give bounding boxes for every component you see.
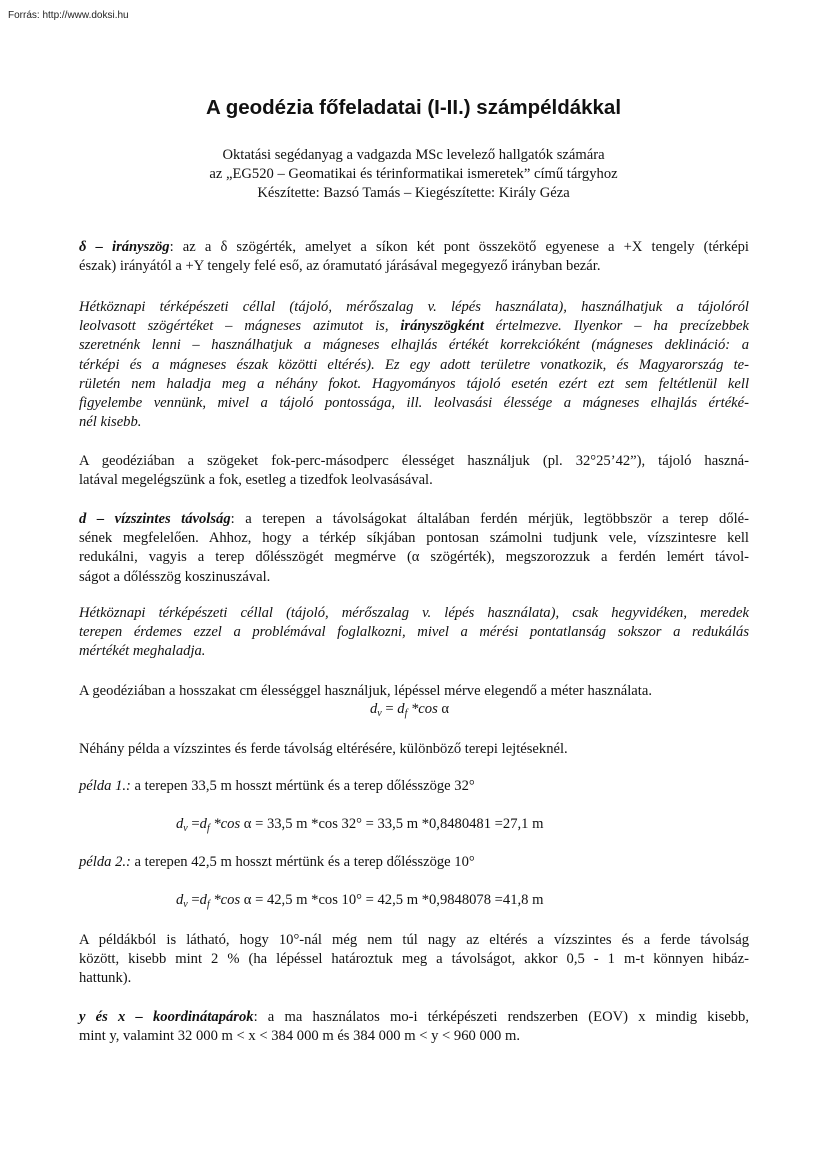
- paragraph-line: térképi és a mágneses észak közötti eltérés). Ez egy adott területre vonatkozik, és Magyarország te-: [79, 356, 749, 373]
- paragraph-line: Hétköznapi térképészeti céllal (tájoló, mérőszalag v. lépés használata), csak hegyvidéken, meredek: [79, 605, 749, 621]
- text: : a terepen a távolságokat általában ferdén mérjük, legtöbbször a terep dőlé-: [230, 511, 749, 527]
- paragraph-terrain-note: [79, 604, 749, 662]
- formula-symbol: d: [199, 816, 207, 832]
- paragraph-line: [79, 1008, 749, 1027]
- formula-symbol: d: [176, 892, 184, 908]
- formula-subscript: f: [206, 899, 210, 910]
- term-horizontal-distance: d – vízszintes távolság: [79, 511, 231, 527]
- text: a terepen 33,5 m hosszt mértünk és a terep dőlésszöge 32°: [130, 778, 475, 794]
- paragraph-line: sének megfelelően. Ahhoz, hogy a térkép síkjában pontosan számolni tudjunk vele, vízszintesre kell: [79, 530, 749, 547]
- formula-example-1: [176, 816, 543, 833]
- formula-text: *cos: [209, 892, 244, 908]
- paragraph-length-precision: [79, 682, 749, 701]
- formula-text: *cos: [209, 816, 244, 832]
- formula-symbol: d: [397, 701, 405, 717]
- paragraph-examples-intro: [79, 740, 749, 759]
- subtitle-block: [0, 146, 827, 203]
- paragraph-line: A példákból is látható, hogy 10°-nál még nem túl nagy az eltérés a vízszintes és a ferde távolság: [79, 932, 749, 948]
- formula-subscript: v: [377, 708, 382, 719]
- text: értelmezve. Ilyenkor – ha precízebbek: [483, 318, 750, 335]
- paragraph-line: észak) irányától a +Y tengely felé eső, az óramutató járásával megegyező irányban bezár.: [79, 258, 601, 275]
- formula-symbol: d: [176, 816, 184, 832]
- paragraph-line: ságot a dőlésszög koszinuszával.: [79, 568, 271, 585]
- paragraph-angle-precision: [79, 452, 749, 490]
- paragraph-horizontal-distance: [79, 510, 749, 587]
- paragraph-conclusion: [79, 931, 749, 989]
- example-2: [79, 853, 749, 872]
- paragraph-line: nél kisebb.: [79, 414, 142, 431]
- paragraph-magnetic-note: [79, 298, 749, 432]
- formula-text: =: [381, 701, 398, 717]
- paragraph-line: között, kisebb mint 2 % (ha lépéssel határoztuk meg a távolságot, akkor 0,5 - 1 m-t könnyen hibáz-: [79, 951, 749, 968]
- subtitle-line: az „EG520 – Geomatikai és térinformatikai ismeretek” című tárgyhoz: [209, 166, 618, 182]
- paragraph-line: [79, 317, 749, 336]
- formula-subscript: f: [206, 823, 210, 834]
- paragraph-line: [79, 777, 749, 796]
- subtitle-line: Oktatási segédanyag a vadgazda MSc levelező hallgatók számára: [222, 147, 605, 163]
- subtitle-line: Készítette: Bazsó Tamás – Kiegészítette: Király Géza: [257, 185, 570, 201]
- paragraph-line: Néhány példa a vízszintes és ferde távolság eltérésére, különböző terepi lejtéseknél.: [79, 741, 568, 757]
- paragraph-line: A geodéziában a hosszakat cm élességgel használjuk, lépéssel mérve elegendő a méter használata.: [79, 683, 652, 699]
- paragraph-line: figyelembe vennünk, mivel a tájoló pontossága, ill. leolvasási élessége a mágneses elhajlás értéké-: [79, 395, 749, 412]
- bold-term: irányszögként: [400, 318, 484, 335]
- paragraph-line: [79, 853, 749, 872]
- formula-main: [370, 701, 449, 718]
- paragraph-line: redukálni, vagyis a terep dőlésszögét megmérve (α szögérték), megszorozzuk a ferdén lemért távol-: [79, 549, 749, 566]
- formula-text: =: [187, 892, 200, 908]
- formula-symbol: α: [243, 816, 252, 832]
- paragraph-line: szeretnénk lenni – használhatjuk a mágneses elhajlás értékét korrekcióként (mágneses deklináció: a: [79, 337, 749, 354]
- formula-symbol: α: [243, 892, 252, 908]
- page-title: A geodézia főfeladatai (I-II.) számpéldákkal: [205, 96, 622, 119]
- paragraph-line: [79, 510, 749, 529]
- paragraph-line: A geodéziában a szögeket fok-perc-másodperc élességet használjuk (pl. 32°25’42”), tájoló haszná-: [79, 453, 749, 469]
- text: leolvasott szögértéket – mágneses azimutot is,: [79, 318, 401, 335]
- paragraph-line: mértékét meghaladja.: [79, 643, 206, 660]
- paragraph-line: latával megelégszünk a fok, esetleg a tizedfok leolvasásával.: [79, 472, 433, 489]
- formula-subscript: f: [404, 708, 408, 719]
- formula-text: = 33,5 m *cos 32° = 33,5 m *0,8480481 =27,1 m: [251, 816, 544, 832]
- formula-text: *cos: [407, 701, 442, 717]
- text: a terepen 42,5 m hosszt mértünk és a terep dőlésszöge 10°: [130, 854, 475, 870]
- formula-symbol: d: [199, 892, 207, 908]
- paragraph-line: terepen érdemes ezzel a problémával foglalkozni, mivel a mérési pontatlanság sokszor a redukálás: [79, 624, 749, 641]
- paragraph-line: Hétköznapi térképészeti céllal (tájoló, mérőszalag v. lépés használata), használhatjuk a tájolóról: [79, 299, 749, 315]
- term-iranyszog: δ – irányszög: [79, 239, 170, 255]
- paragraph-iranyszog: [79, 238, 749, 276]
- formula-subscript: v: [183, 899, 188, 910]
- formula-text: = 42,5 m *cos 10° = 42,5 m *0,9848078 =41,8 m: [251, 892, 544, 908]
- formula-example-2: [176, 892, 543, 909]
- paragraph-line: hattunk).: [79, 970, 132, 987]
- paragraph-line: rületén nem haladja meg a néhány fokot. Hagyományos tájoló esetén ezért ezt sem feltétlenül kell: [79, 375, 749, 392]
- text: : a ma használatos mo-i térképészeti rendszerben (EOV) x mindig kisebb,: [253, 1009, 749, 1025]
- example-label: példa 1.:: [79, 778, 131, 794]
- formula-text: =: [187, 816, 200, 832]
- formula-subscript: v: [183, 823, 188, 834]
- paragraph-line: mint y, valamint 32 000 m < x < 384 000 m és 384 000 m < y < 960 000 m.: [79, 1028, 520, 1045]
- text: : az a δ szögérték, amelyet a síkon két pont összekötő egyenese a +X tengely (térképi: [169, 239, 749, 255]
- example-1: [79, 777, 749, 796]
- formula-symbol: d: [370, 701, 378, 717]
- example-label: példa 2.:: [79, 854, 131, 870]
- source-label: Forrás: http://www.doksi.hu: [8, 10, 129, 21]
- paragraph-coordinates: [79, 1008, 749, 1046]
- paragraph-line: [79, 238, 749, 257]
- term-coordinates: y és x – koordinátapárok: [79, 1009, 254, 1025]
- formula-symbol: α: [441, 701, 450, 717]
